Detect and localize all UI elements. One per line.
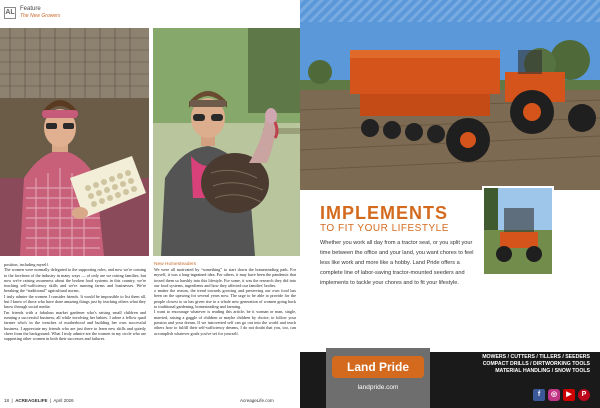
ad-subheadline: TO FIT YOUR LIFESTYLE xyxy=(320,223,449,234)
product-line: MOWERS / CUTTERS / TILLERS / SEEDERS xyxy=(482,354,590,360)
paragraph: I truly admire the women I consider friends. It would be impossible to list them all, but I know of those who have done amazing things just by teaching others what they know through social media. xyxy=(4,293,146,310)
paragraph: The women were normally delegated to the supporting roles, and now we're coming to the forefront of the industry in many ways — of only are we raising families, but now we're raising awareness about the broken food systems in this country, we're teaching self-sufficiency skills and we're running farms and businesses. We're breaking the “traditional” agricultural norms. xyxy=(4,267,146,294)
article-column-1 xyxy=(4,262,146,341)
paragraph: We were all motivated by “something” to start down the homesteading path. For myself, it was a long-ingrained idea. For others, it may have been the pandemic that tossed them so harshly into this lifestyle. For some, it was the research they did into our food systems, ingredients and how they affected our families' bodies. xyxy=(154,267,296,288)
product-line: COMPACT DRILLS / DIRTWORKING TOOLS xyxy=(482,361,590,367)
inset-photo-tractor xyxy=(482,186,554,276)
issue-date: April 2026 xyxy=(53,398,74,403)
paragraph: o matter the reason, the trend towards growing and preserving our own food has been on the upswing for several years now. The urge to be able to provide for the people closest to us has given rise to a whole new generation of women going back to traditional gardening, homesteading and farming. xyxy=(154,288,296,310)
section-subhead: New Homesteaders xyxy=(154,262,197,267)
magazine-name: ACREAGELIFE xyxy=(15,398,48,403)
article-column-2 xyxy=(154,262,296,336)
facebook-icon[interactable]: f xyxy=(533,389,545,401)
paragraph: position, including myself. xyxy=(4,262,49,267)
social-icons xyxy=(533,389,590,401)
ad-photo-tractor-seeder xyxy=(300,0,600,190)
section-label: Feature xyxy=(20,6,41,12)
advertisement-page xyxy=(300,0,600,408)
folio-url: AcreageLife.com xyxy=(240,398,274,403)
paragraph: I want to encourage whatever is reading this article, be it woman or man, single, married, raising a gaggle of children or maybe children by choice, to follow your passion and your dream. If we introverted self can go out into the world and teach others how to fulfill their self-sufficiency dreams, I do not doubt that you, too, can accomplish whatever goals you've set for yourself. xyxy=(154,309,296,336)
section-subtitle: The New Growers xyxy=(20,13,61,19)
brand-panel xyxy=(326,348,430,408)
youtube-icon[interactable]: ▶ xyxy=(563,389,575,401)
paragraph: I'm friends with a fabulous market gardener who's raising small children and running a successful business, all while involving her babies. I adore a fellow quail farmer who's in the trenches of motherhood and building her own successful business. I appreciate my friends who are just there to learn new skills and quietly cheer from the background. What I truly admire are the women in my circle who are supporting other women in both their successes and failures. xyxy=(4,309,146,342)
ad-body-text: Whether you work all day from a tractor seat, or you split your time between the office and your land, you want chores to feel less like work and more like a hobby. Land Pride offers a complete line of labor-saving tractor-mounted seeders and implements to tackle your chores and to fit your lifestyle. xyxy=(320,240,474,287)
instagram-icon[interactable]: ◎ xyxy=(548,389,560,401)
land-pride-logo: Land Pride xyxy=(332,356,424,378)
product-line: MATERIAL HANDLING / SNOW TOOLS xyxy=(495,368,590,374)
ad-headline: IMPLEMENTS xyxy=(320,203,449,223)
section-logo: AL xyxy=(4,7,16,19)
folio: 18 | ACREAGELIFE | April 2026 xyxy=(4,398,74,403)
pinterest-icon[interactable]: P xyxy=(578,389,590,401)
page-number: 18 xyxy=(4,398,10,403)
photo-woman-with-eggs xyxy=(0,28,149,256)
product-list xyxy=(440,354,590,375)
decorative-stripes xyxy=(300,0,600,22)
photo-woman-with-turkey xyxy=(153,28,300,256)
brand-url-link[interactable]: landpride.com xyxy=(357,384,399,391)
